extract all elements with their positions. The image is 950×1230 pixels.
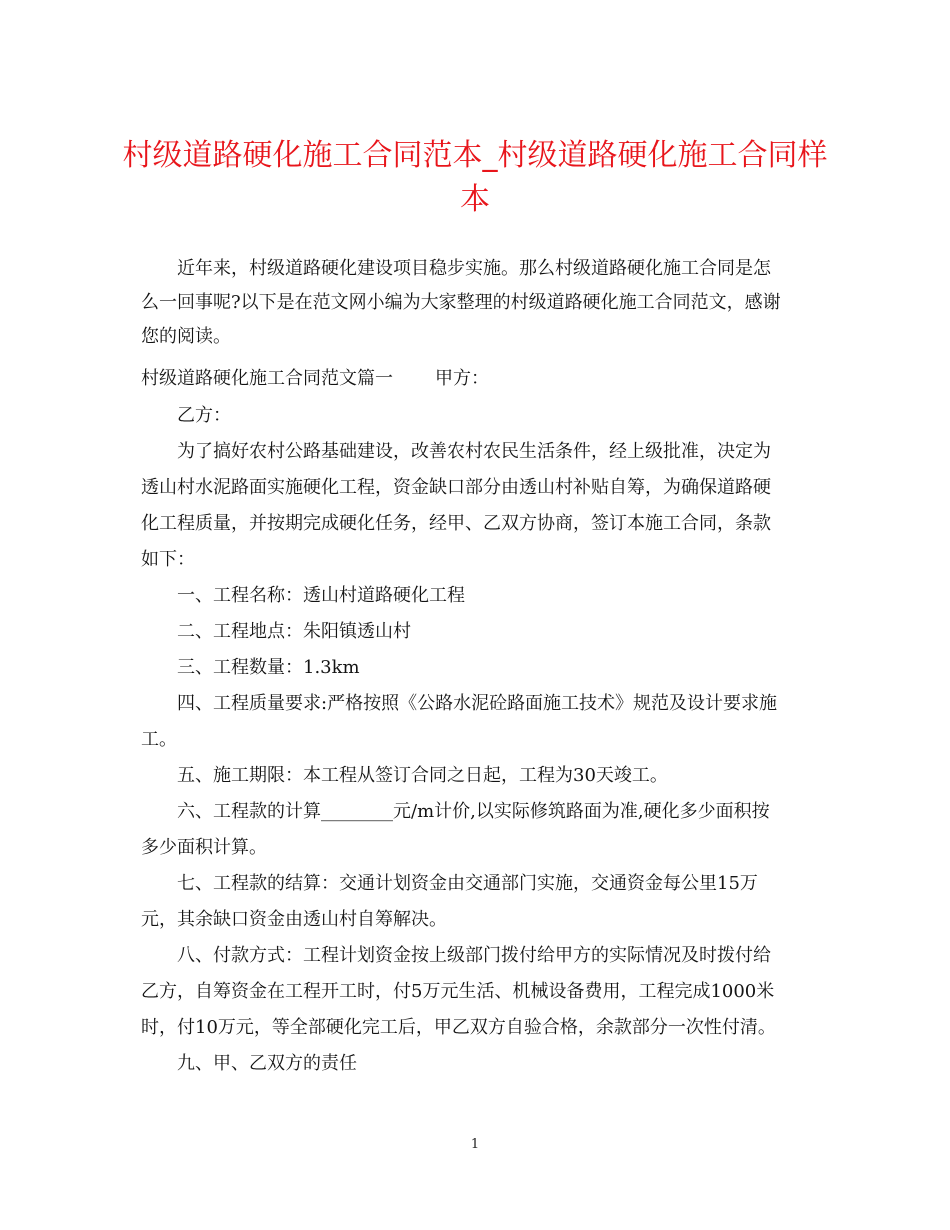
party-b-label: 乙方：	[177, 405, 231, 426]
intro-line-3: 您的阅读。	[141, 326, 231, 347]
preamble-line-3: 化工程质量，并按期完成硬化任务，经甲、乙双方协商，签订本施工合同，条款	[141, 513, 771, 534]
clause-7-line-1: 七、工程款的结算：交通计划资金由交通部门实施，交通资金每公里15万	[177, 873, 758, 894]
clause-8-line-3: 时，付10万元，等全部硬化完工后，甲乙双方自验合格，余款部分一次性付清。	[141, 1017, 776, 1038]
document-title-line-2: 本	[460, 182, 490, 217]
clause-4-line-1: 四、工程质量要求:严格按照《公路水泥砼路面施工技术》规范及设计要求施	[177, 693, 778, 714]
clause-5: 五、施工期限：本工程从签订合同之日起，工程为30天竣工。	[177, 765, 668, 786]
clause-1: 一、工程名称：透山村道路硬化工程	[177, 585, 465, 606]
clause-2: 二、工程地点：朱阳镇透山村	[177, 621, 411, 642]
party-a-label: 甲方：	[435, 368, 489, 389]
clause-8-line-2: 乙方，自筹资金在工程开工时，付5万元生活、机械设备费用，工程完成1000米	[141, 981, 775, 1002]
clause-6-line-1: 六、工程款的计算________元/m计价,以实际修筑路面为准,硬化多少面积按	[177, 801, 770, 822]
clause-7-line-2: 元，其余缺口资金由透山村自筹解决。	[141, 909, 447, 930]
clause-4-line-2: 工。	[141, 729, 177, 750]
clause-9: 九、甲、乙双方的责任	[177, 1053, 357, 1074]
preamble-line-2: 透山村水泥路面实施硬化工程，资金缺口部分由透山村补贴自筹，为确保道路硬	[141, 477, 771, 498]
preamble-line-1: 为了搞好农村公路基础建设，改善农村农民生活条件，经上级批准，决定为	[177, 441, 771, 462]
section-heading-row	[141, 367, 489, 391]
intro-line-1: 近年来，村级道路硬化建设项目稳步实施。那么村级道路硬化施工合同是怎	[177, 258, 771, 279]
clause-3: 三、工程数量：1.3km	[177, 657, 360, 678]
clause-8-line-1: 八、付款方式：工程计划资金按上级部门拨付给甲方的实际情况及时拨付给	[177, 945, 771, 966]
section-heading: 村级道路硬化施工合同范文篇一	[141, 368, 393, 389]
document-title-line-1: 村级道路硬化施工合同范本_村级道路硬化施工合同样	[122, 138, 828, 173]
intro-line-2: 么一回事呢?以下是在范文网小编为大家整理的村级道路硬化施工合同范文，感谢	[141, 292, 781, 313]
clause-6-line-2: 多少面积计算。	[141, 837, 267, 858]
page-number: 1	[470, 1137, 480, 1152]
preamble-line-4: 如下：	[141, 549, 195, 570]
